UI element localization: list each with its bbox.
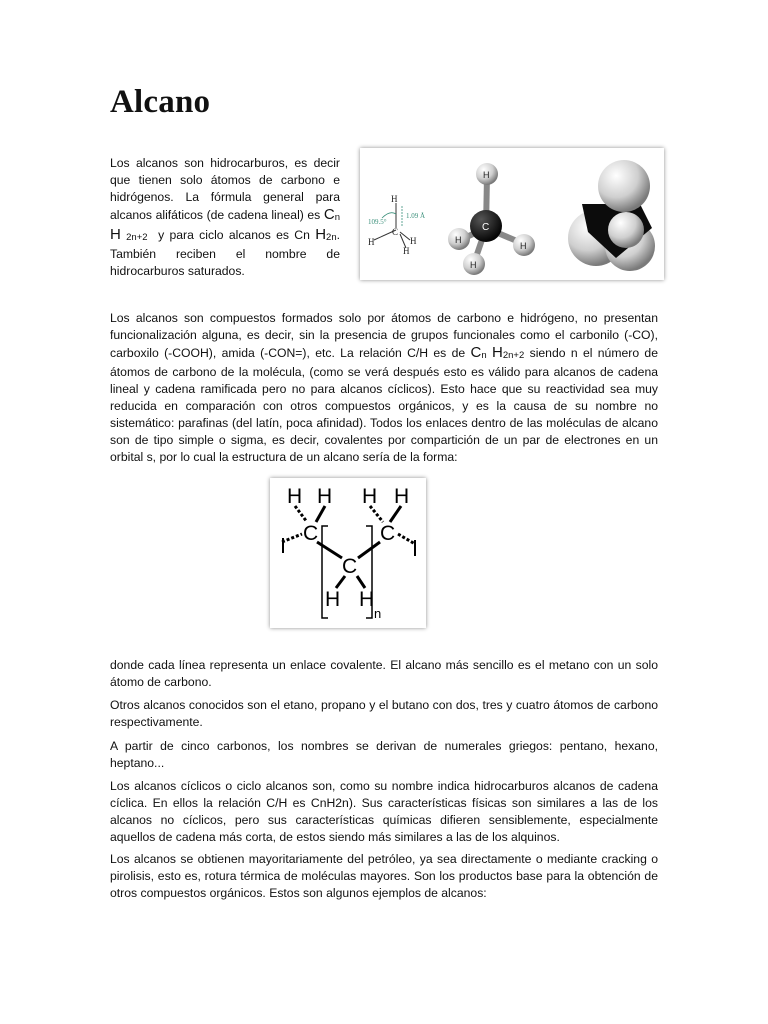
paragraph-cycloalkanes: Los alcanos cíclicos o ciclo alcanos son, como su nombre indica hidrocarburos alcanos de cadena cíclica. En ellos la relación C/H es CnH2n). Sus características físicas son similares a las de los alcanos no cíclicos, pero sus características químicas difieren sensiblemente, especialmente aquellos de cadena más corta, de estos siendo más similares a las de los alquinos. (110, 779, 658, 844)
formula2-h: H (315, 226, 327, 243)
formula-h: H (110, 226, 121, 243)
methane-space-filling-model (568, 160, 655, 271)
para1-formula-h-sub: 2n+2 (502, 350, 525, 361)
alkane-structure-figure (270, 478, 426, 628)
ball-c: C (482, 222, 490, 233)
ball-h-left: H (455, 235, 462, 245)
formula-c: C (323, 206, 335, 223)
formula-h-sub: 2n+2 (126, 232, 148, 243)
ball-h-right: H (520, 241, 527, 251)
struct-h-2: H (317, 485, 333, 508)
intro-end: . También reciben el nombre de hidrocarburos saturados. (110, 228, 340, 278)
paragraph-relation (110, 310, 658, 466)
paragraph-covalent: donde cada línea representa un enlace covalente. El alcano más sencillo es el metano con un solo átomo de carbono. (110, 658, 658, 689)
methane-ball-and-stick-model (448, 163, 535, 275)
struct-subscript-n: n (374, 606, 382, 621)
struct-h-5: H (325, 588, 341, 611)
methane-diagram-h-right: H (410, 236, 417, 246)
struct-c-right: C (380, 522, 396, 545)
methane-diagram-c: C (392, 227, 399, 237)
methane-diagram-h-bottom: H (403, 246, 410, 256)
methane-bond-length-label: 1.09 Å (406, 212, 426, 220)
para1-text-b: siendo n el número de átomos de carbono de la molécula, (como se verá después esto es válido para alcanos de cadena lineal y cadena ramificada pero no para alcanos cíclicos). Esto hace que su reactividad sea muy reducida en comparación con otros compuestos orgánicos, y es la causa de su nombre no sistemático: parafinas (del latín, poca afinidad). Todos los enlaces dentro de las moléculas de alcano son de tipo simple o sigma, es decir, covalentes por compartición de un par de electrones en un orbital s, por lo cual la estructura de un alcano sería de la forma: (110, 346, 658, 464)
intro-text: Los alcanos son hidrocarburos, es decir que tienen solo átomos de carbono e hidrógenos. La fórmula general para alcanos alifáticos (de cadena lineal) es (110, 156, 340, 222)
methane-illustration (360, 148, 664, 280)
page-title: Alcano (110, 84, 211, 120)
struct-h-1: H (287, 485, 303, 508)
struct-h-4: H (394, 485, 410, 508)
intro-paragraph (110, 155, 340, 280)
para1-formula-c: C (470, 344, 482, 361)
ball-h-bottom: H (470, 260, 477, 270)
paragraph-petroleum: Los alcanos se obtienen mayoritariamente del petróleo, ya sea directamente o mediante cracking o pirolisis, esto es, rotura térmica de moléculas mayores. Son los productos base para la obtención de otros compuestos orgánicos. Estos son algunos ejemplos de alcanos: (110, 852, 658, 900)
ball-h-top: H (483, 170, 490, 180)
methane-geometry-diagram (368, 194, 425, 256)
struct-c-left: C (303, 522, 319, 545)
methane-figure (360, 148, 664, 280)
para1-formula-h: H (492, 344, 503, 361)
struct-h-6: H (359, 588, 375, 611)
para1-formula-c-sub: n (481, 350, 487, 361)
alkane-structure-diagram (270, 478, 426, 628)
struct-h-3: H (362, 485, 378, 508)
formula-c-sub: n (334, 212, 340, 223)
methane-angle-label: 109.5° (368, 218, 387, 226)
formula2-sub: 2n (326, 232, 337, 243)
paragraph-other-alkanes: Otros alcanos conocidos son el etano, propano y el butano con dos, tres y cuatro átomos de carbono respectivamente. (110, 698, 658, 729)
struct-c-middle: C (342, 555, 358, 578)
para1-text-a: Los alcanos son compuestos formados solo por átomos de carbono e hidrógeno, no presentan funcionalización alguna, es decir, sin la presencia de grupos funcionales como el carbonilo (-CO), carboxilo (-COOH), amida (-CON=), etc. La relación C/H es de (110, 311, 658, 360)
intro-mid: y para ciclo alcanos es Cn (158, 228, 310, 242)
paragraph-greek-numerals: A partir de cinco carbonos, los nombres se derivan de numerales griegos: pentano, hexano, heptano... (110, 739, 658, 770)
methane-diagram-h-left: H (368, 237, 375, 247)
methane-diagram-h-top: H (391, 194, 398, 204)
